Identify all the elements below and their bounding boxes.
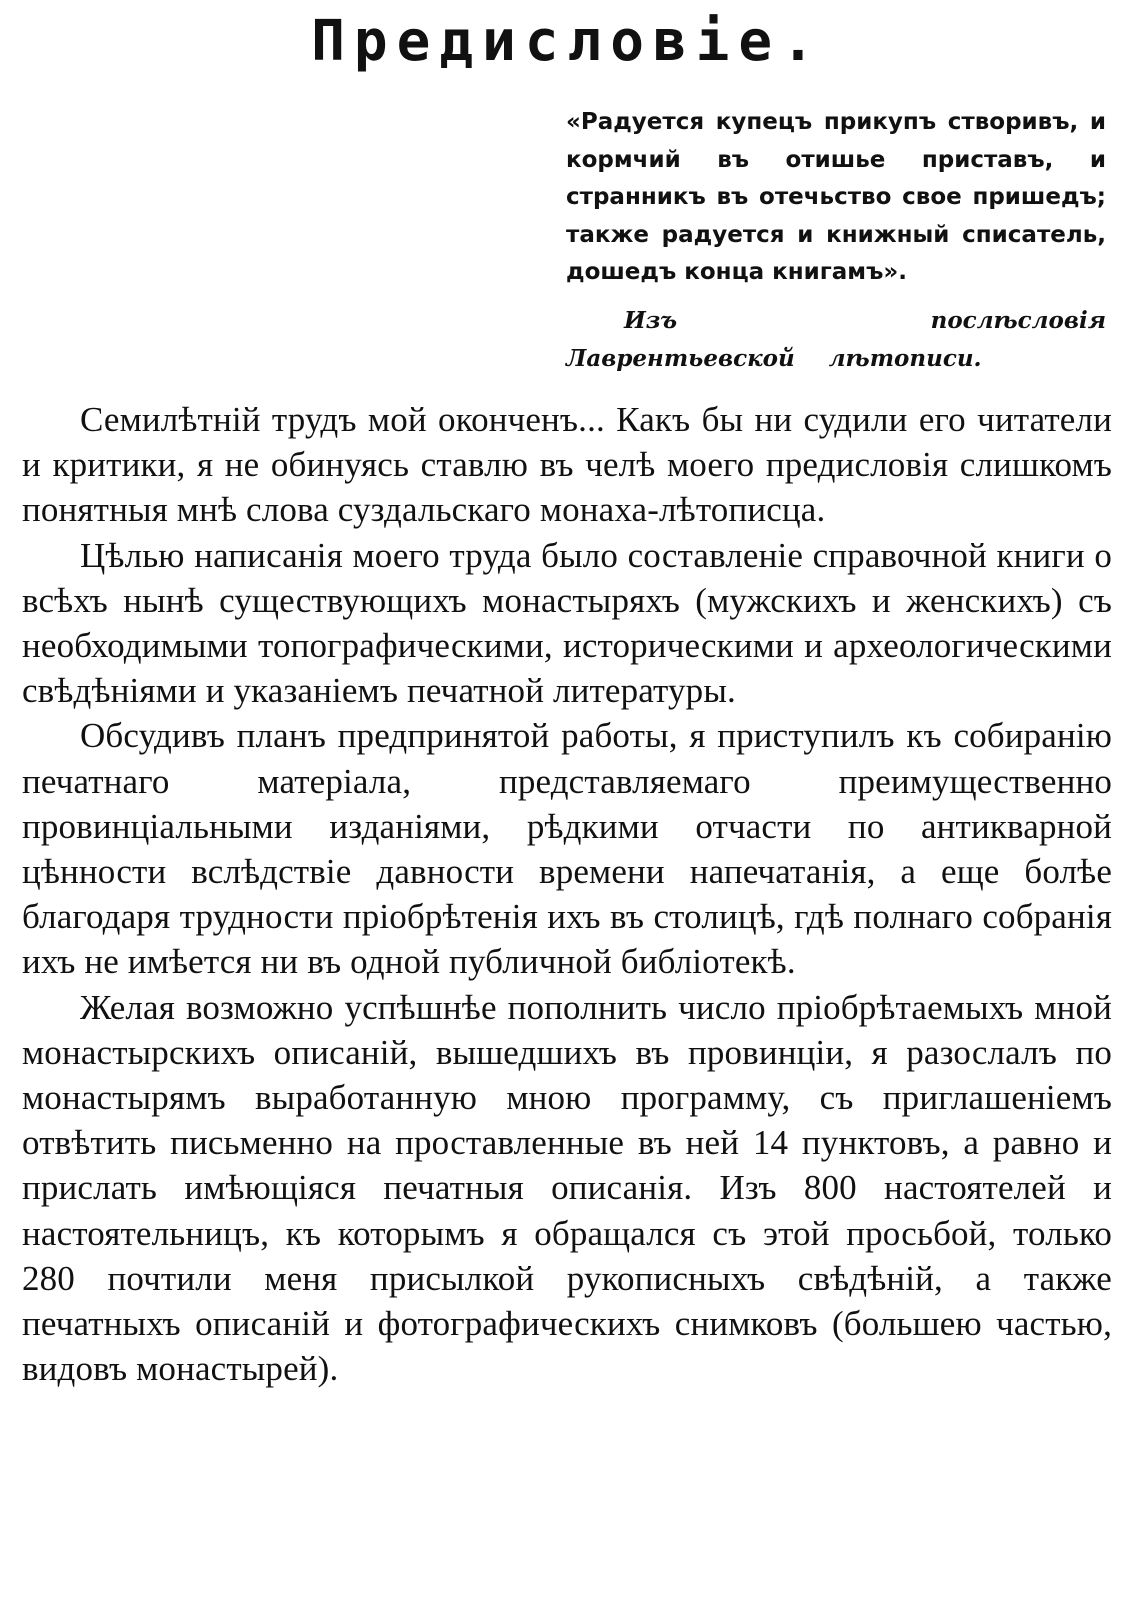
paragraph-1: Семилѣтній трудъ мой оконченъ... Какъ бы ни судили его читатели и критики, я не обинуясь ставлю въ челѣ моего предисловія слишкомъ понятныя мнѣ слова суздальскаго монаха-лѣтописца.	[22, 400, 1112, 530]
document-body	[22, 397, 1112, 1391]
page-title: Предисловіе.	[311, 9, 824, 74]
paragraph-3: Обсудивъ планъ предпринятой работы, я приступилъ къ собиранію печатнаго матеріала, представляемаго преимущественно провинціальными изданіями, рѣдкими отчасти по антикварной цѣнности вслѣдствіе давности времени напечатанія, а еще болѣе благодаря трудности пріобрѣтенія ихъ въ столицѣ, гдѣ полнаго собранія ихъ не имѣется ни въ одной публичной библіотекѣ.	[22, 716, 1112, 982]
epigraph	[566, 104, 1106, 378]
paragraph-4: Желая возможно успѣшнѣе пополнить число пріобрѣтаемыхъ мной монастырскихъ описаній, вышедшихъ въ провинціи, я разослалъ по монастырямъ выработанную мною программу, съ приглашеніемъ отвѣтить письменно на проставленные въ ней 14 пунктовъ, а равно и прислать имѣющіяся печатныя описанія. Изъ 800 настоятелей и настоятельницъ, къ которымъ я обращался съ этой просьбой, только 280 почтили меня присылкой рукописныхъ свѣдѣній, а также печатныхъ описаній и фотографическихъ снимковъ (большею частью, видовъ монастырей).	[22, 987, 1112, 1389]
epigraph-source: Изъ послѣсловія Лаврентьевской лѣтописи.	[566, 306, 1106, 372]
epigraph-text: «Радуется купецъ прикупъ створивъ, и кормчий въ отишье приставъ, и странникъ въ отечьство свое пришедъ; также радуется и книжный списатель, дошедъ конца книгамъ».	[566, 109, 1106, 285]
paragraph-2: Цѣлью написанія моего труда было составленіе справочной книги о всѣхъ нынѣ существующихъ монастыряхъ (мужскихъ и женскихъ) съ необходимыми топографическими, историческими и археологическими свѣдѣніями и указаніемъ печатной литературы.	[22, 535, 1112, 711]
